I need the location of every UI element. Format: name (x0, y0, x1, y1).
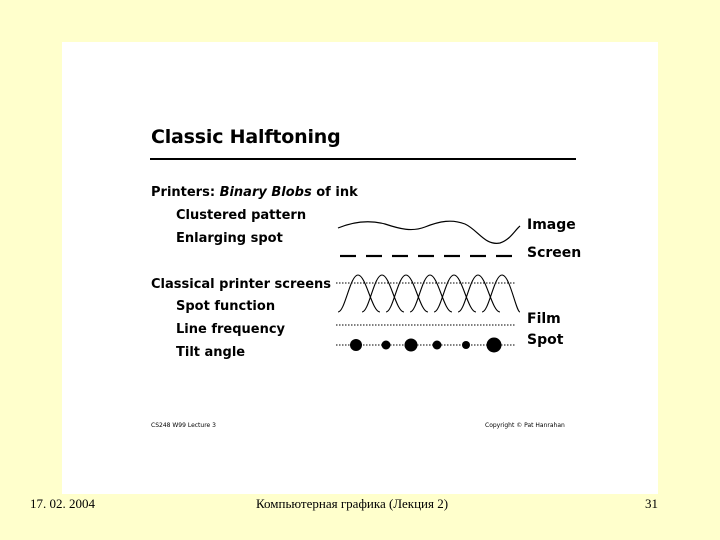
bullet-clustered-pattern: Clustered pattern (176, 208, 307, 223)
binary-blobs-text: Binary Blobs (219, 185, 312, 200)
label-spot: Spot (527, 332, 564, 348)
slide-title: Classic Halftoning (151, 126, 341, 148)
footer-page-number: 31 (645, 496, 658, 511)
footer-title: Компьютерная графика (Лекция 2) (256, 496, 449, 511)
printers-rest: of ink (311, 185, 358, 200)
label-film: Film (527, 311, 561, 327)
classical-screens-heading: Classical printer screens (151, 277, 332, 292)
small-copyright-note: Copyright © Pat Hanrahan (485, 422, 565, 429)
image-wave (338, 221, 520, 243)
label-image: Image (527, 217, 576, 233)
small-lecture-note: CS248 W99 Lecture 3 (151, 422, 216, 429)
printers-label: Printers: (151, 185, 216, 200)
spot-function-bumps (338, 275, 520, 312)
bullet-line-frequency: Line frequency (176, 322, 286, 337)
label-screen: Screen (527, 245, 582, 261)
bullet-enlarging-spot: Enlarging spot (176, 231, 283, 246)
bullet-spot-function: Spot function (176, 299, 276, 314)
footer-date: 17. 02. 2004 (30, 496, 95, 511)
bullet-tilt-angle: Tilt angle (176, 345, 246, 360)
